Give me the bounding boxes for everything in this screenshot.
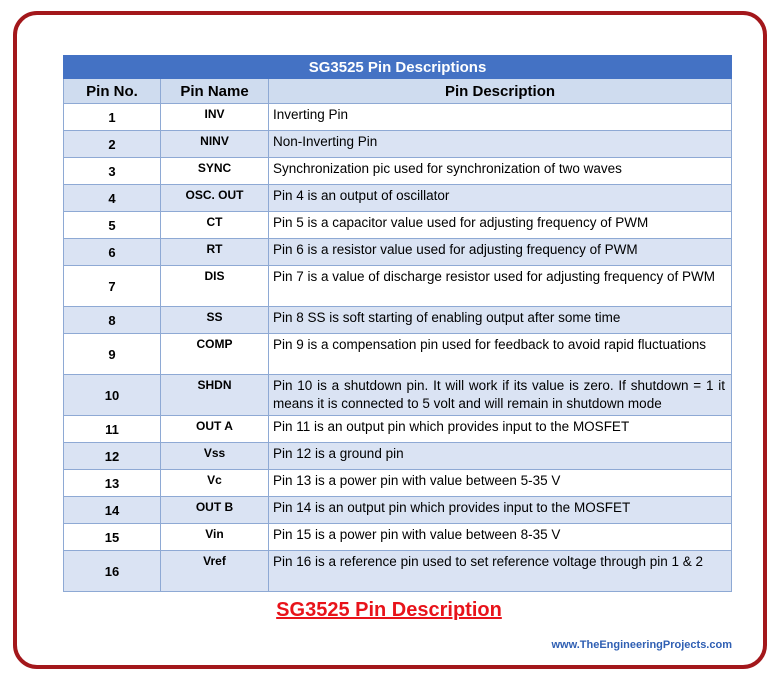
pin-number: 16 [64,551,161,592]
pin-description: Pin 13 is a power pin with value between 5-35 V [269,470,732,497]
table-row [64,185,732,212]
pin-name: NINV [161,131,269,158]
pin-number: 9 [64,334,161,375]
pin-name: Vin [161,524,269,551]
pin-number: 12 [64,443,161,470]
pin-name: DIS [161,266,269,307]
pin-description: Pin 4 is an output of oscillator [269,185,732,212]
pin-name: OUT B [161,497,269,524]
pin-description: Pin 6 is a resistor value used for adjusting frequency of PWM [269,239,732,266]
table-title-row [64,56,732,79]
table-row [64,266,732,307]
pin-number: 11 [64,416,161,443]
header-pin-name: Pin Name [161,79,269,104]
table-row [64,131,732,158]
table-row [64,497,732,524]
pin-name: COMP [161,334,269,375]
pin-description: Pin 7 is a value of discharge resistor used for adjusting frequency of PWM [269,266,732,307]
pin-description: Pin 14 is an output pin which provides input to the MOSFET [269,497,732,524]
pin-description: Pin 12 is a ground pin [269,443,732,470]
pin-number: 15 [64,524,161,551]
table-row [64,470,732,497]
pin-table-container [63,55,731,592]
pin-number: 4 [64,185,161,212]
pin-name: OUT A [161,416,269,443]
pin-name: Vss [161,443,269,470]
pin-number: 3 [64,158,161,185]
pin-name: SS [161,307,269,334]
pin-number: 6 [64,239,161,266]
pin-description: Pin 11 is an output pin which provides input to the MOSFET [269,416,732,443]
pin-description: Synchronization pic used for synchronization of two waves [269,158,732,185]
pin-description: Pin 16 is a reference pin used to set reference voltage through pin 1 & 2 [269,551,732,592]
pin-name: INV [161,104,269,131]
pin-description: Pin 15 is a power pin with value between 8-35 V [269,524,732,551]
table-row [64,104,732,131]
pin-description: Inverting Pin [269,104,732,131]
pin-name: Vref [161,551,269,592]
table-row [64,551,732,592]
table-row [64,416,732,443]
table-row [64,524,732,551]
pin-description: Pin 9 is a compensation pin used for feedback to avoid rapid fluctuations [269,334,732,375]
pin-name: RT [161,239,269,266]
website-watermark: www.TheEngineeringProjects.com [551,639,732,651]
pin-number: 2 [64,131,161,158]
pin-description: Pin 10 is a shutdown pin. It will work if its value is zero. If shutdown = 1 it means it is connected to 5 volt and will remain in shutdown mode [269,375,732,416]
table-row [64,334,732,375]
pin-name: SHDN [161,375,269,416]
header-pin-description: Pin Description [269,79,732,104]
pin-description: Pin 8 SS is soft starting of enabling output after some time [269,307,732,334]
table-row [64,375,732,416]
pin-number: 10 [64,375,161,416]
table-row [64,307,732,334]
table-row [64,443,732,470]
pin-name: CT [161,212,269,239]
pin-name: Vc [161,470,269,497]
pin-name: SYNC [161,158,269,185]
table-title: SG3525 Pin Descriptions [64,56,732,79]
table-row [64,158,732,185]
pin-description-table [63,55,732,592]
table-row [64,239,732,266]
pin-number: 5 [64,212,161,239]
pin-number: 8 [64,307,161,334]
pin-number: 14 [64,497,161,524]
pin-description: Non-Inverting Pin [269,131,732,158]
pin-description: Pin 5 is a capacitor value used for adjusting frequency of PWM [269,212,732,239]
table-header-row [64,79,732,104]
figure-caption: SG3525 Pin Description [276,599,502,621]
pin-number: 13 [64,470,161,497]
pin-name: OSC. OUT [161,185,269,212]
header-pin-no: Pin No. [64,79,161,104]
table-row [64,212,732,239]
pin-number: 1 [64,104,161,131]
pin-number: 7 [64,266,161,307]
